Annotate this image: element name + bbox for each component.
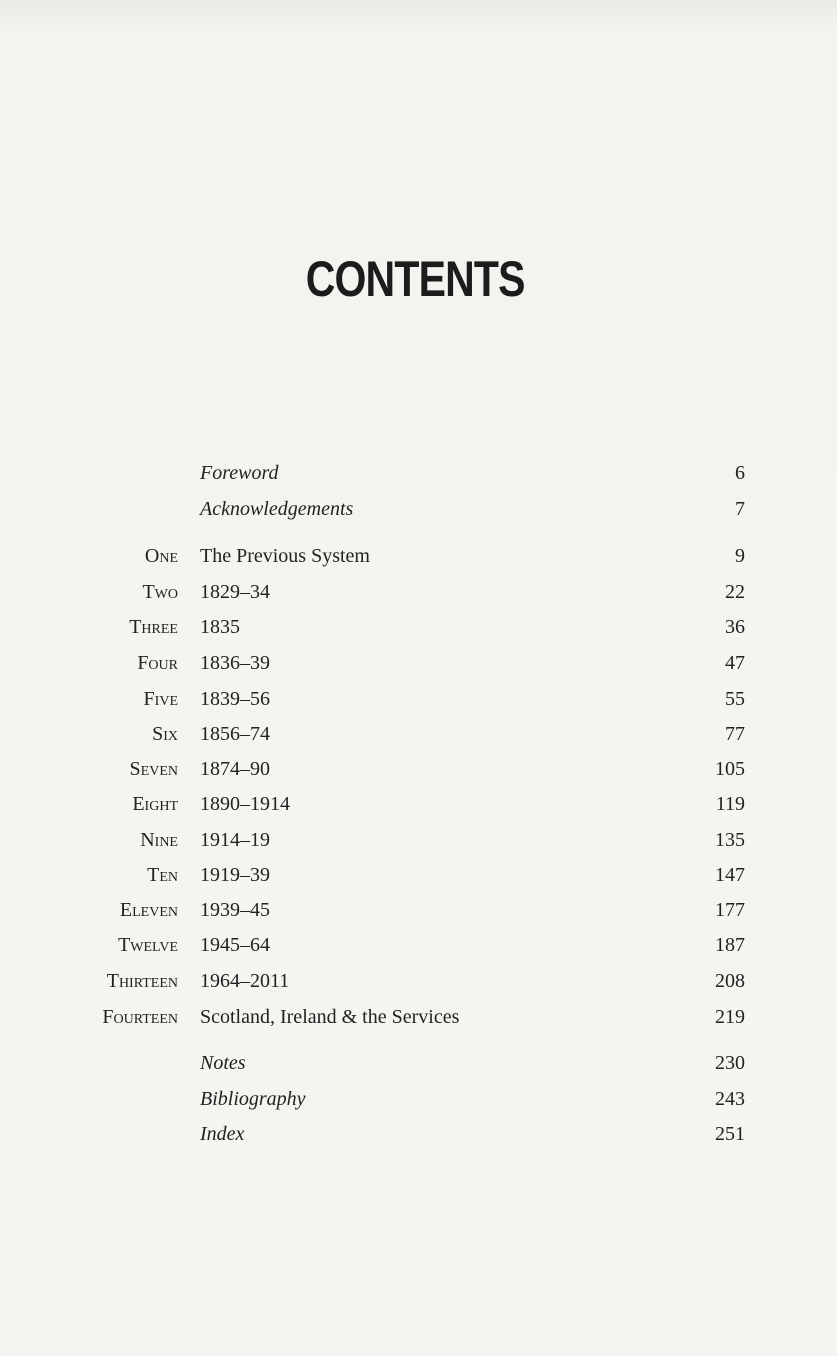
chapter-number: One <box>144 545 178 567</box>
page-number: 187 <box>715 934 745 956</box>
toc-entry <box>0 684 837 714</box>
chapter-title: 1839–56 <box>200 688 270 710</box>
chapter-title: 1890–1914 <box>200 793 290 815</box>
toc-entry <box>0 458 837 488</box>
toc-entry <box>0 612 837 642</box>
chapter-number: Two <box>142 581 178 603</box>
toc-entry <box>0 1048 837 1078</box>
toc-entry <box>0 1002 837 1032</box>
page-number: 251 <box>715 1123 745 1145</box>
toc-entry <box>0 541 837 571</box>
chapter-title: Foreword <box>200 462 279 484</box>
page-number: 47 <box>725 652 745 674</box>
chapter-title: 1836–39 <box>200 652 270 674</box>
toc-entry <box>0 825 837 855</box>
page-number: 55 <box>725 688 745 710</box>
toc-entry <box>0 789 837 819</box>
chapter-title: 1874–90 <box>200 758 270 780</box>
chapter-title: 1964–2011 <box>200 970 290 992</box>
chapter-number: Thirteen <box>106 970 178 992</box>
toc-entry <box>0 930 837 960</box>
chapter-number: Twelve <box>118 934 178 956</box>
chapter-number: Ten <box>147 864 178 886</box>
toc-entry <box>0 494 837 524</box>
page-number: 105 <box>715 758 745 780</box>
toc-entry <box>0 719 837 749</box>
chapter-number: Seven <box>129 758 178 780</box>
page-number: 135 <box>715 829 745 851</box>
chapter-number: Fourteen <box>102 1006 178 1028</box>
chapter-number: Six <box>152 723 178 745</box>
chapter-title: 1835 <box>200 616 240 638</box>
chapter-title: The Previous System <box>200 545 370 567</box>
chapter-title: Bibliography <box>200 1088 306 1110</box>
page-number: 119 <box>715 793 745 815</box>
chapter-title: 1945–64 <box>200 934 270 956</box>
chapter-number: Eleven <box>119 899 178 921</box>
toc-entry <box>0 1084 837 1114</box>
page-number: 77 <box>725 723 745 745</box>
toc-entry <box>0 754 837 784</box>
page-number: 219 <box>715 1006 745 1028</box>
page-number: 177 <box>715 899 745 921</box>
chapter-title: Index <box>200 1123 245 1145</box>
page-number: 243 <box>715 1088 745 1110</box>
chapter-title: 1856–74 <box>200 723 270 745</box>
page-number: 208 <box>715 970 745 992</box>
chapter-title: 1829–34 <box>200 581 270 603</box>
chapter-title: Acknowledgements <box>200 498 354 520</box>
chapter-title: 1919–39 <box>200 864 270 886</box>
chapter-number: Nine <box>140 829 178 851</box>
toc-entry <box>0 860 837 890</box>
chapter-number: Four <box>137 652 178 674</box>
toc-entry <box>0 895 837 925</box>
chapter-number: Three <box>129 616 178 638</box>
page-number: 6 <box>735 462 745 484</box>
page-number: 9 <box>735 545 745 567</box>
page-number: 36 <box>725 616 745 638</box>
page-number: 147 <box>715 864 745 886</box>
chapter-number: Eight <box>132 793 178 815</box>
toc-entry <box>0 1119 837 1149</box>
chapter-title: Scotland, Ireland & the Services <box>200 1006 460 1028</box>
chapter-title: 1939–45 <box>200 899 270 921</box>
page-number: 230 <box>715 1052 745 1074</box>
page-number: 22 <box>725 581 745 603</box>
toc-entry <box>0 648 837 678</box>
page-title: CONTENTS <box>305 251 525 307</box>
page-number: 7 <box>735 498 745 520</box>
chapter-title: Notes <box>200 1052 246 1074</box>
toc-entry <box>0 577 837 607</box>
toc-entry <box>0 966 837 996</box>
chapter-number: Five <box>143 688 178 710</box>
chapter-title: 1914–19 <box>200 829 270 851</box>
